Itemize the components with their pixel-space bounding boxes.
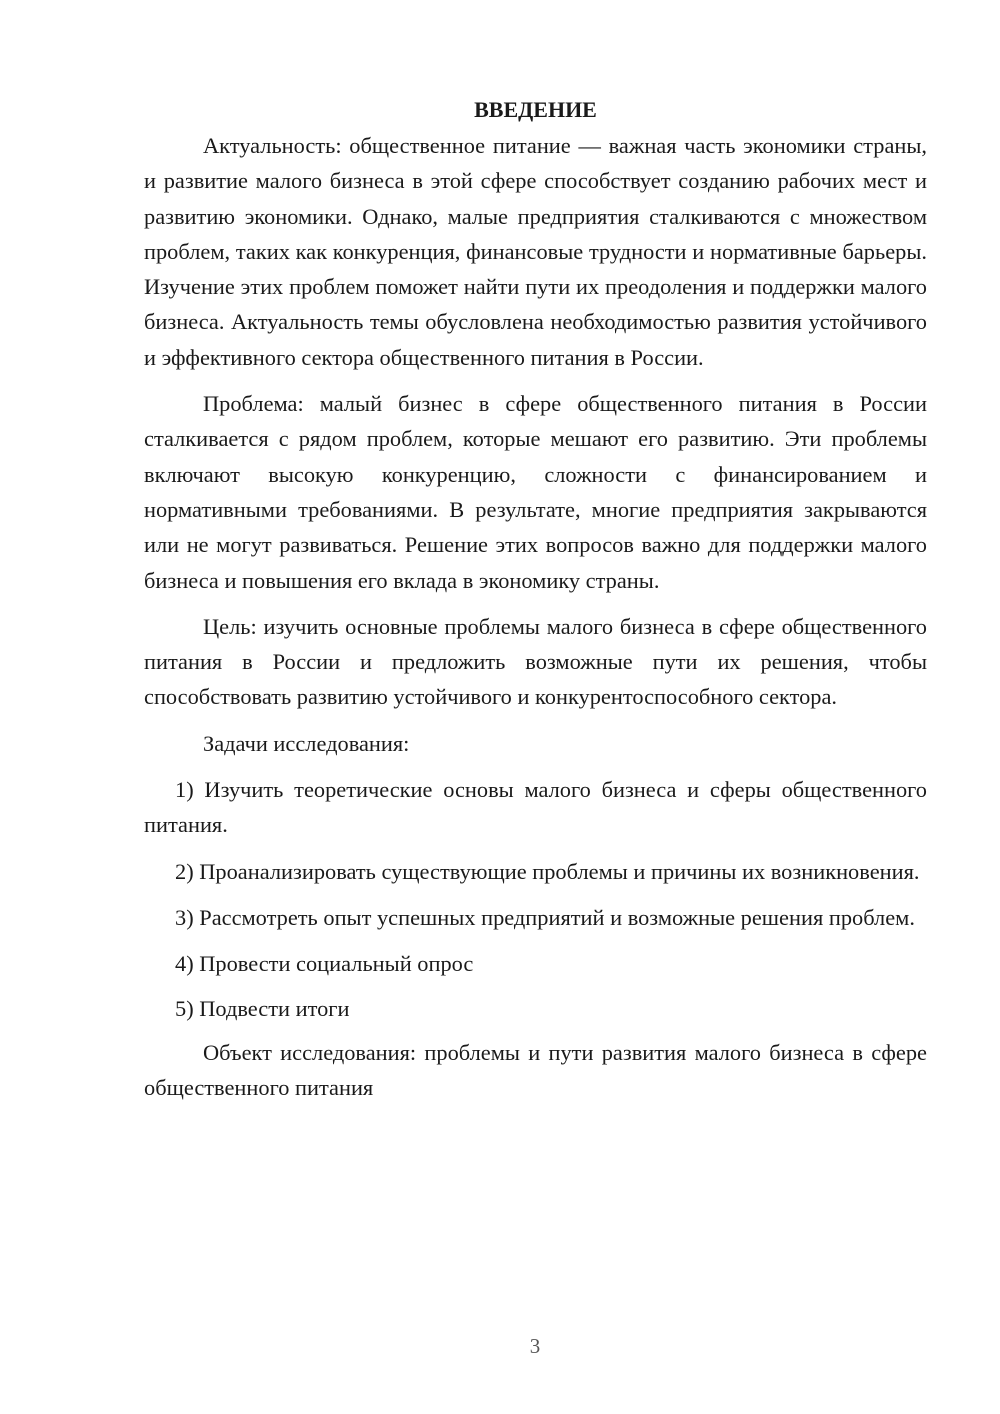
task-item-3: 3) Рассмотреть опыт успешных предприятий и возможные решения проблем. bbox=[175, 904, 915, 930]
relevance-paragraph: Актуальность: общественное питание — важная часть экономики страны, и развитие малого бизнеса в этой сфере способствует созданию рабочих мест и развитию экономики. Однако, малые предприятия сталкиваются с множеством проблем, таких как конкуренция, финансовые трудности и нормативные барьеры. Изучение этих проблем поможет найти пути их преодоления и поддержки малого бизнеса. Актуальность темы обусловлена необходимостью развития устойчивого и эффективного сектора общественного питания в России. bbox=[144, 133, 927, 370]
goal-paragraph: Цель: изучить основные проблемы малого бизнеса в сфере общественного питания в России и предложить возможные пути их решения, чтобы способствовать развитию устойчивого и конкурентоспособного сектора. bbox=[144, 613, 927, 710]
object-paragraph: Объект исследования: проблемы и пути развития малого бизнеса в сфере общественного питания bbox=[144, 1039, 927, 1101]
tasks-heading: Задачи исследования: bbox=[203, 730, 410, 756]
task-item-2: 2) Проанализировать существующие проблемы и причины их возникновения. bbox=[175, 858, 920, 884]
task-item-1: 1) Изучить теоретические основы малого бизнеса и сферы общественного питания. bbox=[144, 777, 927, 838]
problem-paragraph: Проблема: малый бизнес в сфере общественного питания в России сталкивается с рядом проблем, которые мешают его развитию. Эти проблемы включают высокую конкуренцию, сложности с финансированием и нормативными требованиями. В результате, многие предприятия закрываются или не могут развиваться. Решение этих вопросов важно для поддержки малого бизнеса и повышения его вклада в экономику страны. bbox=[144, 391, 927, 593]
task-item-5: 5) Подвести итоги bbox=[175, 995, 350, 1021]
section-heading: ВВЕДЕНИЕ bbox=[474, 97, 597, 122]
document-page bbox=[144, 92, 927, 1116]
task-item-4: 4) Провести социальный опрос bbox=[175, 951, 474, 977]
page-number: 3 bbox=[529, 1334, 541, 1358]
